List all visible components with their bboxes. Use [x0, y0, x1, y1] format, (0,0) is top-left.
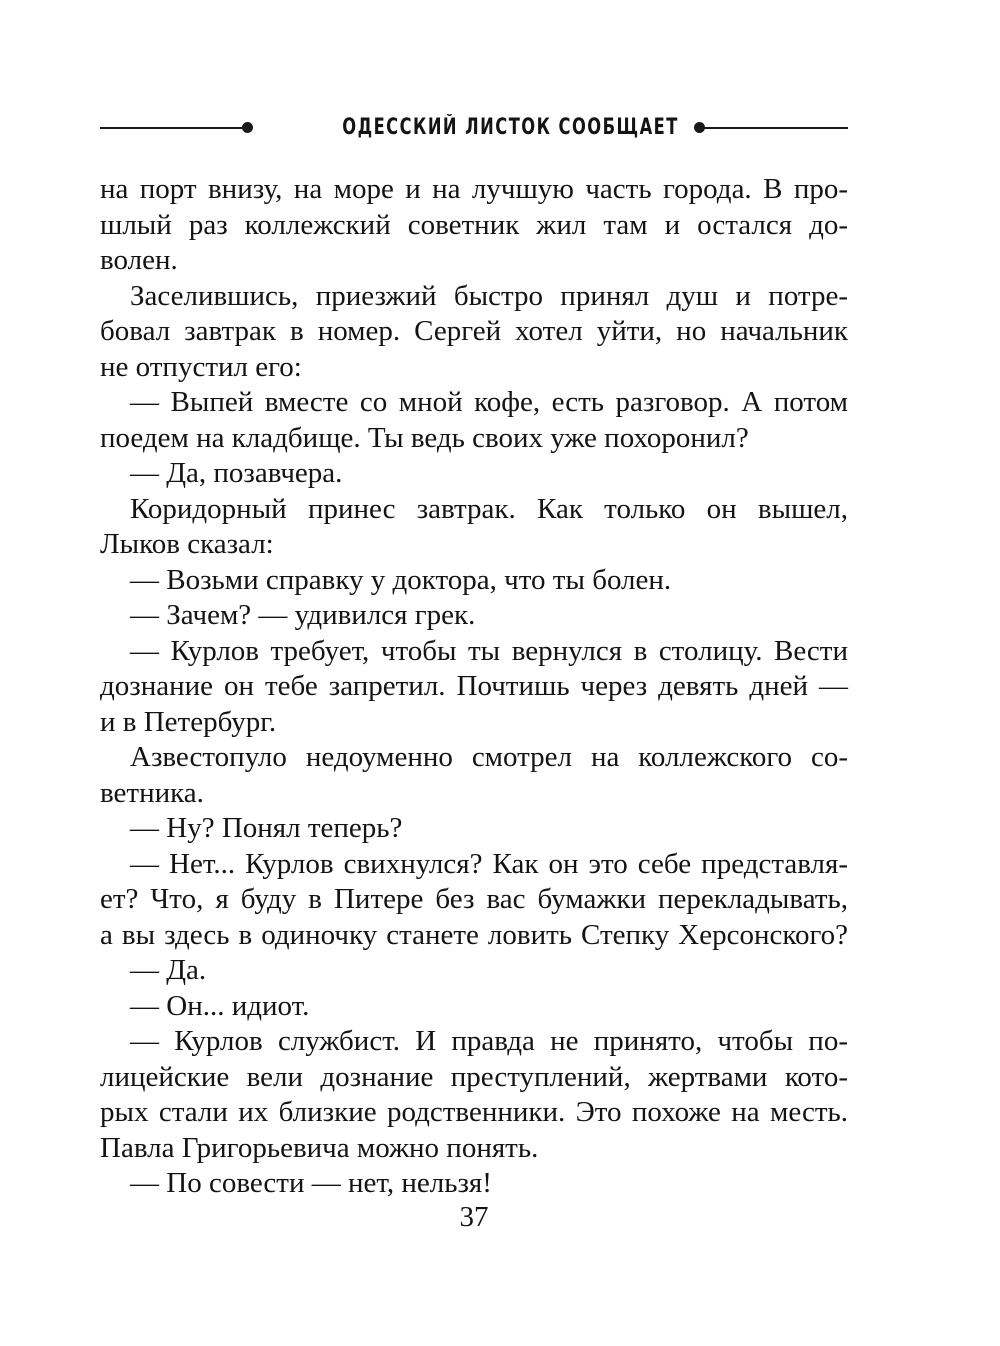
text-line: на порт внизу, на море и на лучшую часть города. В про- — [100, 173, 848, 205]
text-line: волен. — [100, 244, 178, 276]
text-line: — Зачем? — удивился грек. — [130, 599, 476, 631]
text-line: — По совести — нет, нельзя! — [130, 1167, 492, 1199]
text-line: Азвестопуло недоуменно смотрел на коллежского со- — [130, 741, 848, 773]
text-line: а вы здесь в одиночку станете ловить Степку Херсонского? — [100, 918, 848, 951]
header-rule-left — [100, 127, 246, 129]
text-line: — Да, позавчера. — [130, 457, 343, 489]
text-line: — Нет... Курлов свихнулся? Как он это себе представля- — [130, 847, 848, 880]
text-line: Заселившись, приезжий быстро принял душ и потре- — [130, 279, 848, 312]
page-body — [100, 172, 848, 1202]
text-line: бовал завтрак в номер. Сергей хотел уйти, но начальник — [100, 315, 848, 347]
text-line: лицейские вели дознание преступлений, жертвами кото- — [100, 1060, 848, 1093]
text-line: — Выпей вместе со мной кофе, есть разговор. А потом — [130, 386, 848, 418]
text-line: не отпустил его: — [100, 350, 302, 383]
text-line: — Да. — [130, 954, 207, 986]
text-line: рых стали их близкие родственники. Это похоже на месть. — [100, 1096, 848, 1128]
header-rule-right — [700, 127, 848, 129]
text-line: — Курлов службист. И правда не принято, чтобы по- — [130, 1025, 848, 1057]
text-line: поедем на кладбище. Ты ведь своих уже похоронил? — [100, 421, 749, 454]
text-line: Павла Григорьевича можно понять. — [100, 1131, 539, 1164]
text-line: Коридорный принес завтрак. Как только он вышел, — [130, 492, 848, 525]
text-line: шлый раз коллежский советник жил там и остался до- — [100, 208, 848, 241]
running-title: ОДЕССКИЙ ЛИСТОК СООБЩАЕТ — [342, 115, 679, 140]
text-line: ветника. — [100, 776, 204, 809]
text-line: дознание он тебе запретил. Почтишь через девять дней — — [100, 670, 848, 702]
text-line: — Возьми справку у доктора, что ты болен. — [130, 563, 672, 596]
text-line: — Курлов требует, чтобы ты вернулся в столицу. Вести — [130, 634, 848, 667]
text-line: Лыков сказал: — [100, 528, 274, 560]
text-line: — Ну? Понял теперь? — [130, 812, 403, 844]
text-line: и в Петербург. — [100, 705, 277, 738]
header-dot-left — [242, 122, 253, 133]
page-number: 37 — [459, 1201, 489, 1233]
running-header — [100, 112, 848, 144]
text-line: ет? Что, я буду в Питере без вас бумажки перекладывать, — [100, 883, 848, 915]
text-line: — Он... идиот. — [130, 989, 310, 1022]
